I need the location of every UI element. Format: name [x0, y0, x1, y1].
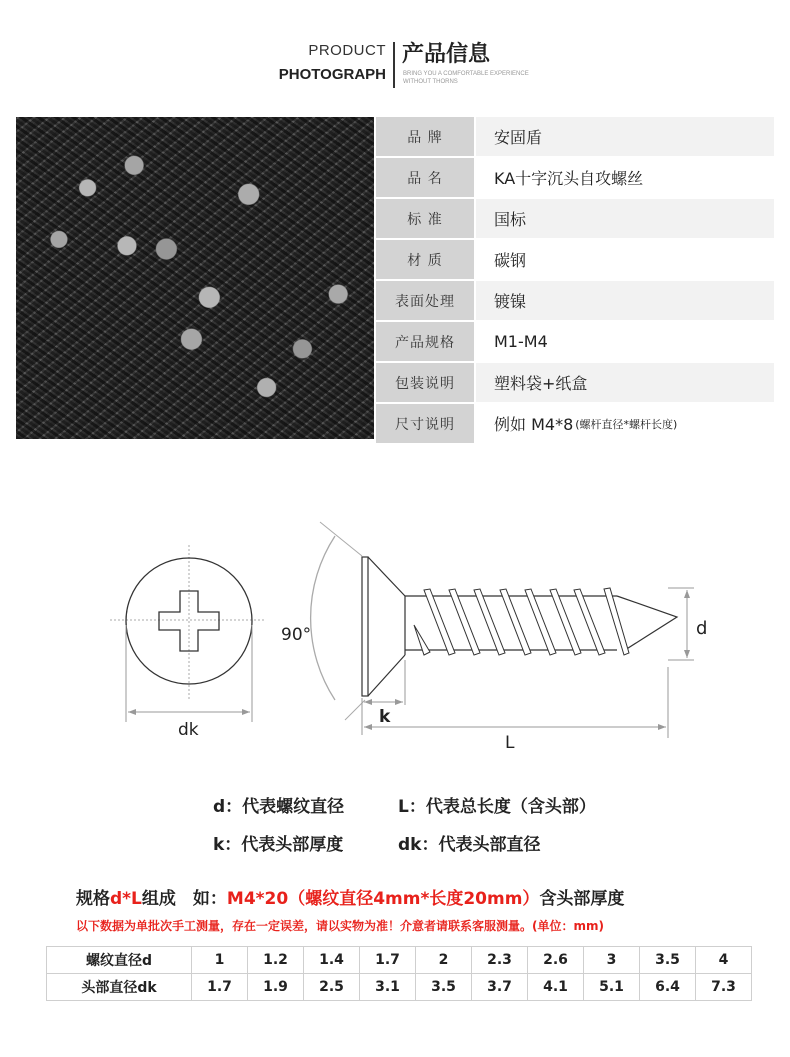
header-title-en-line2: PHOTOGRAPH [278, 66, 386, 83]
spec-table [376, 117, 774, 445]
spec-label: 尺寸说明 [376, 404, 474, 443]
tagline-line2: WITHOUT THORNS [403, 79, 458, 85]
cell: 1 [192, 947, 248, 974]
spec-combo-line [76, 884, 624, 909]
cell: 2.5 [304, 974, 360, 1001]
table-row [47, 947, 752, 974]
spec-value-note: (螺杆直径*螺杆长度) [575, 417, 678, 431]
spec-row-finish [376, 281, 774, 320]
cell: 1.4 [304, 947, 360, 974]
spec-value: 安固盾 [476, 117, 774, 156]
spec-value: KA十字沉头自攻螺丝 [476, 158, 774, 197]
spec-row-packaging [376, 363, 774, 402]
legend-d: d：代表螺纹直径 [213, 797, 345, 817]
spec-value: 镀镍 [476, 281, 774, 320]
header-title-en-line1: PRODUCT [308, 42, 386, 59]
cell: 1.2 [248, 947, 304, 974]
cell: 1.7 [360, 947, 416, 974]
spec-label: 品 牌 [376, 117, 474, 156]
cell: 3.5 [640, 947, 696, 974]
head-top-view [110, 545, 265, 722]
cell: 5.1 [584, 974, 640, 1001]
combo-suffix: 含头部厚度 [539, 889, 625, 909]
spec-value-main: 例如 M4*8 [494, 415, 574, 434]
spec-label: 产品规格 [376, 322, 474, 361]
product-photo [16, 117, 374, 439]
spec-label: 材 质 [376, 240, 474, 279]
size-table [46, 946, 752, 1001]
spec-row-standard [376, 199, 774, 238]
cell: 1.9 [248, 974, 304, 1001]
spec-value: 碳钢 [476, 240, 774, 279]
spec-value: M1-M4 [476, 322, 774, 361]
row-header: 螺纹直径d [47, 947, 192, 974]
header-divider [393, 42, 395, 88]
cell: 3 [584, 947, 640, 974]
dk-label: dk [178, 720, 199, 740]
screw-side-view [311, 522, 694, 738]
spec-row-brand [376, 117, 774, 156]
k-label: k [379, 707, 391, 727]
spec-label: 标 准 [376, 199, 474, 238]
spec-value: 塑料袋+纸盒 [476, 363, 774, 402]
spec-label: 品 名 [376, 158, 474, 197]
header-tagline [403, 70, 529, 86]
combo-example: M4*20（螺纹直径4mm*长度20mm） [226, 889, 540, 909]
spec-row-dimension-note [376, 404, 774, 443]
cell: 4 [696, 947, 752, 974]
measurement-note: 以下数据为单批次手工测量，存在一定误差，请以实物为准！介意者请联系客服测量。(单位：mm) [76, 919, 604, 933]
spec-label: 表面处理 [376, 281, 474, 320]
spec-value [476, 404, 774, 443]
tagline-line1: BRING YOU A COMFORTABLE EXPERIENCE [403, 71, 529, 77]
cell: 3.5 [416, 974, 472, 1001]
cell: 6.4 [640, 974, 696, 1001]
d-label: d [696, 618, 708, 639]
L-label: L [505, 733, 515, 753]
cell: 3.7 [472, 974, 528, 1001]
cell: 3.1 [360, 974, 416, 1001]
cell: 2.3 [472, 947, 528, 974]
spec-row-size-range [376, 322, 774, 361]
spec-row-material [376, 240, 774, 279]
legend-k: k：代表头部厚度 [213, 835, 344, 855]
row-header: 头部直径dk [47, 974, 192, 1001]
screw-dimension-diagram [100, 510, 740, 760]
legend-L: L：代表总长度（含头部） [398, 797, 596, 817]
cell: 1.7 [192, 974, 248, 1001]
cell: 2 [416, 947, 472, 974]
legend-dk: dk：代表头部直径 [398, 835, 541, 855]
table-row [47, 974, 752, 1001]
cell: 4.1 [528, 974, 584, 1001]
combo-formula: d*L [110, 889, 142, 909]
angle-label: 90° [281, 625, 312, 645]
header-title-cn: 产品信息 [402, 42, 491, 67]
cell: 7.3 [696, 974, 752, 1001]
cell: 2.6 [528, 947, 584, 974]
spec-value: 国标 [476, 199, 774, 238]
combo-mid: 组成 如： [141, 889, 227, 909]
combo-prefix: 规格 [76, 889, 110, 909]
spec-row-name [376, 158, 774, 197]
spec-label: 包装说明 [376, 363, 474, 402]
